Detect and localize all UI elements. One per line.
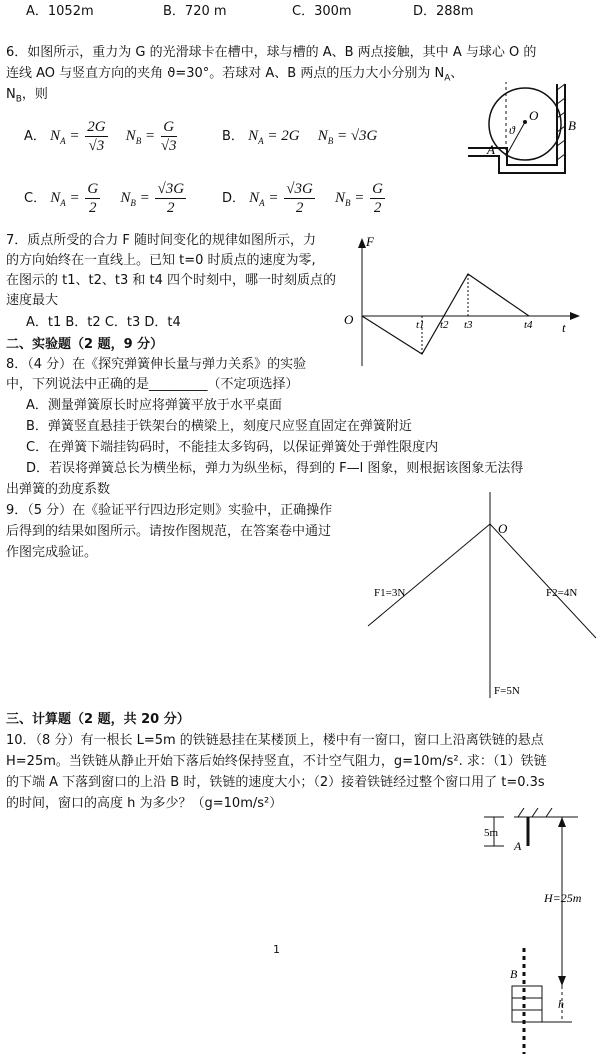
label-f2: F2=4N — [546, 587, 578, 599]
label-f: F=5N — [494, 685, 520, 697]
q10-line2: H=25m。当铁链从静止开始下落后始终保持竖直，不计空气阻力，g=10m/s². 求：（1）铁链 — [6, 754, 547, 769]
vector-f2 — [490, 524, 596, 638]
q9-line1: 9．（5 分）在《验证平行四边形定则》实验中，正确操作 — [6, 503, 333, 518]
label-t4: t4 — [524, 319, 533, 331]
q6-figure — [465, 70, 585, 182]
label-origin: O — [344, 312, 354, 327]
f-axis-arrow — [358, 238, 366, 248]
q10-line4: 的时间，窗口的高度 h 为多少？（g=10m/s²） — [6, 796, 283, 811]
q8-option-a: A．测量弹簧原长时应将弹簧平放于水平桌面 — [26, 398, 282, 413]
q5-option-a: A．1052m — [26, 4, 94, 19]
label-f1: F1=3N — [374, 587, 406, 599]
q7-line3: 在图示的 t1、t2、t3 和 t4 四个时刻中，哪一时刻质点的 — [6, 273, 337, 288]
q5-option-d: D．288m — [413, 4, 474, 19]
q7-line4: 速度最大 — [6, 293, 59, 308]
label-o: O — [498, 521, 508, 536]
label-h: h — [558, 997, 564, 1011]
q7-line1: 7．质点所受的合力 F 随时间变化的规律如图所示，力 — [6, 233, 317, 248]
label-h25: H=25m — [544, 891, 582, 905]
section2-heading: 二、实验题（2 题，9 分） — [6, 337, 164, 352]
t-axis-arrow — [570, 312, 580, 320]
label-t: t — [562, 320, 566, 335]
label-b: B — [568, 118, 576, 133]
q6-option-c: C． $N_A$ = $\frac{G}{2}$ $N_B$ = $\frac{√3G}{2}$ — [24, 181, 185, 216]
page-number: 1 — [273, 943, 280, 956]
q6-line3: $N_B$，则 — [6, 87, 48, 105]
center-dot — [523, 120, 527, 124]
q7-line2: 的方向始终在一直线上。已知 t=0 时质点的速度为零, — [6, 253, 316, 268]
q7-options: A．t1 B．t2 C．t3 D．t4 — [26, 315, 181, 330]
q6-line1: 6．如图所示，重力为 G 的光滑球卡在槽中，球与槽的 A、B 两点接触，其中 A 与球心 O 的 — [6, 45, 537, 60]
q6-option-a: A． $N_A$ = $\frac{2G}{√3}$ $N_B$ = $\frac{G}{√3}$ — [24, 119, 177, 154]
q10-line3: 的下端 A 下落到窗口的上沿 B 时，铁链的速度大小；（2）接着铁链经过整个窗口用了 t=0.3s — [6, 775, 545, 790]
label-t1: t1 — [416, 319, 425, 331]
q5-option-b: B．720 m — [163, 4, 227, 19]
q6-option-d: D． $N_A$ = $\frac{√3G}{2}$ $N_B$ = $\frac{G}{2}$ — [222, 181, 383, 216]
section3-heading: 三、计算题（2 题，共 20 分） — [6, 712, 190, 727]
q6-option-b: B． $N_A = 2G$ $N_B = √3G$ — [222, 128, 378, 146]
label-t3: t3 — [464, 319, 473, 331]
label-theta: ϑ — [509, 123, 515, 137]
vector-f1 — [368, 524, 490, 626]
q9-figure — [360, 488, 600, 703]
q8-line2: 中，下列说法中正确的是_________（不定项选择） — [6, 377, 299, 392]
label-b: B — [510, 967, 518, 981]
q5-option-c: C．300m — [292, 4, 352, 19]
label-o: O — [529, 108, 539, 123]
label-a: A — [514, 839, 522, 853]
q10-line1: 10．（8 分）有一根长 L=5m 的铁链悬挂在某楼顶上，楼中有一窗口，窗口上沿离铁链的悬点 — [6, 733, 544, 748]
q8-option-b: B．弹簧竖直悬挂于铁架台的横梁上，刻度尺应竖直固定在弹簧附近 — [26, 419, 412, 434]
q8-option-c: C．在弹簧下端挂钩码时，不能挂太多钩码，以保证弹簧处于弹性限度内 — [26, 440, 439, 455]
q8-option-d-cont: 出弹簧的劲度系数 — [6, 482, 111, 497]
q7-figure — [340, 236, 585, 371]
q8-line1: 8．（4 分）在《探究弹簧伸长量与弹力关系》的实验 — [6, 357, 307, 372]
force-curve — [362, 274, 529, 354]
q8-option-d: D．若误将弹簧总长为横坐标，弹力为纵坐标，得到的 F—l 图象，则根据该图象无法得 — [26, 461, 524, 476]
label-a: A — [487, 142, 495, 157]
label-5m: 5m — [484, 827, 499, 839]
q9-line3: 作图完成验证。 — [6, 545, 98, 560]
label-f: F — [366, 236, 374, 249]
label-t2: t2 — [440, 319, 449, 331]
q6-line2: 连线 AO 与竖直方向的夹角 ϑ=30°。若球对 A、B 两点的压力大小分别为 $N_A$、 — [6, 66, 464, 84]
q10-figure — [478, 808, 603, 1054]
window-frame — [512, 986, 542, 1022]
q9-line2: 后得到的结果如图所示。请按作图规范，在答案卷中通过 — [6, 524, 332, 539]
